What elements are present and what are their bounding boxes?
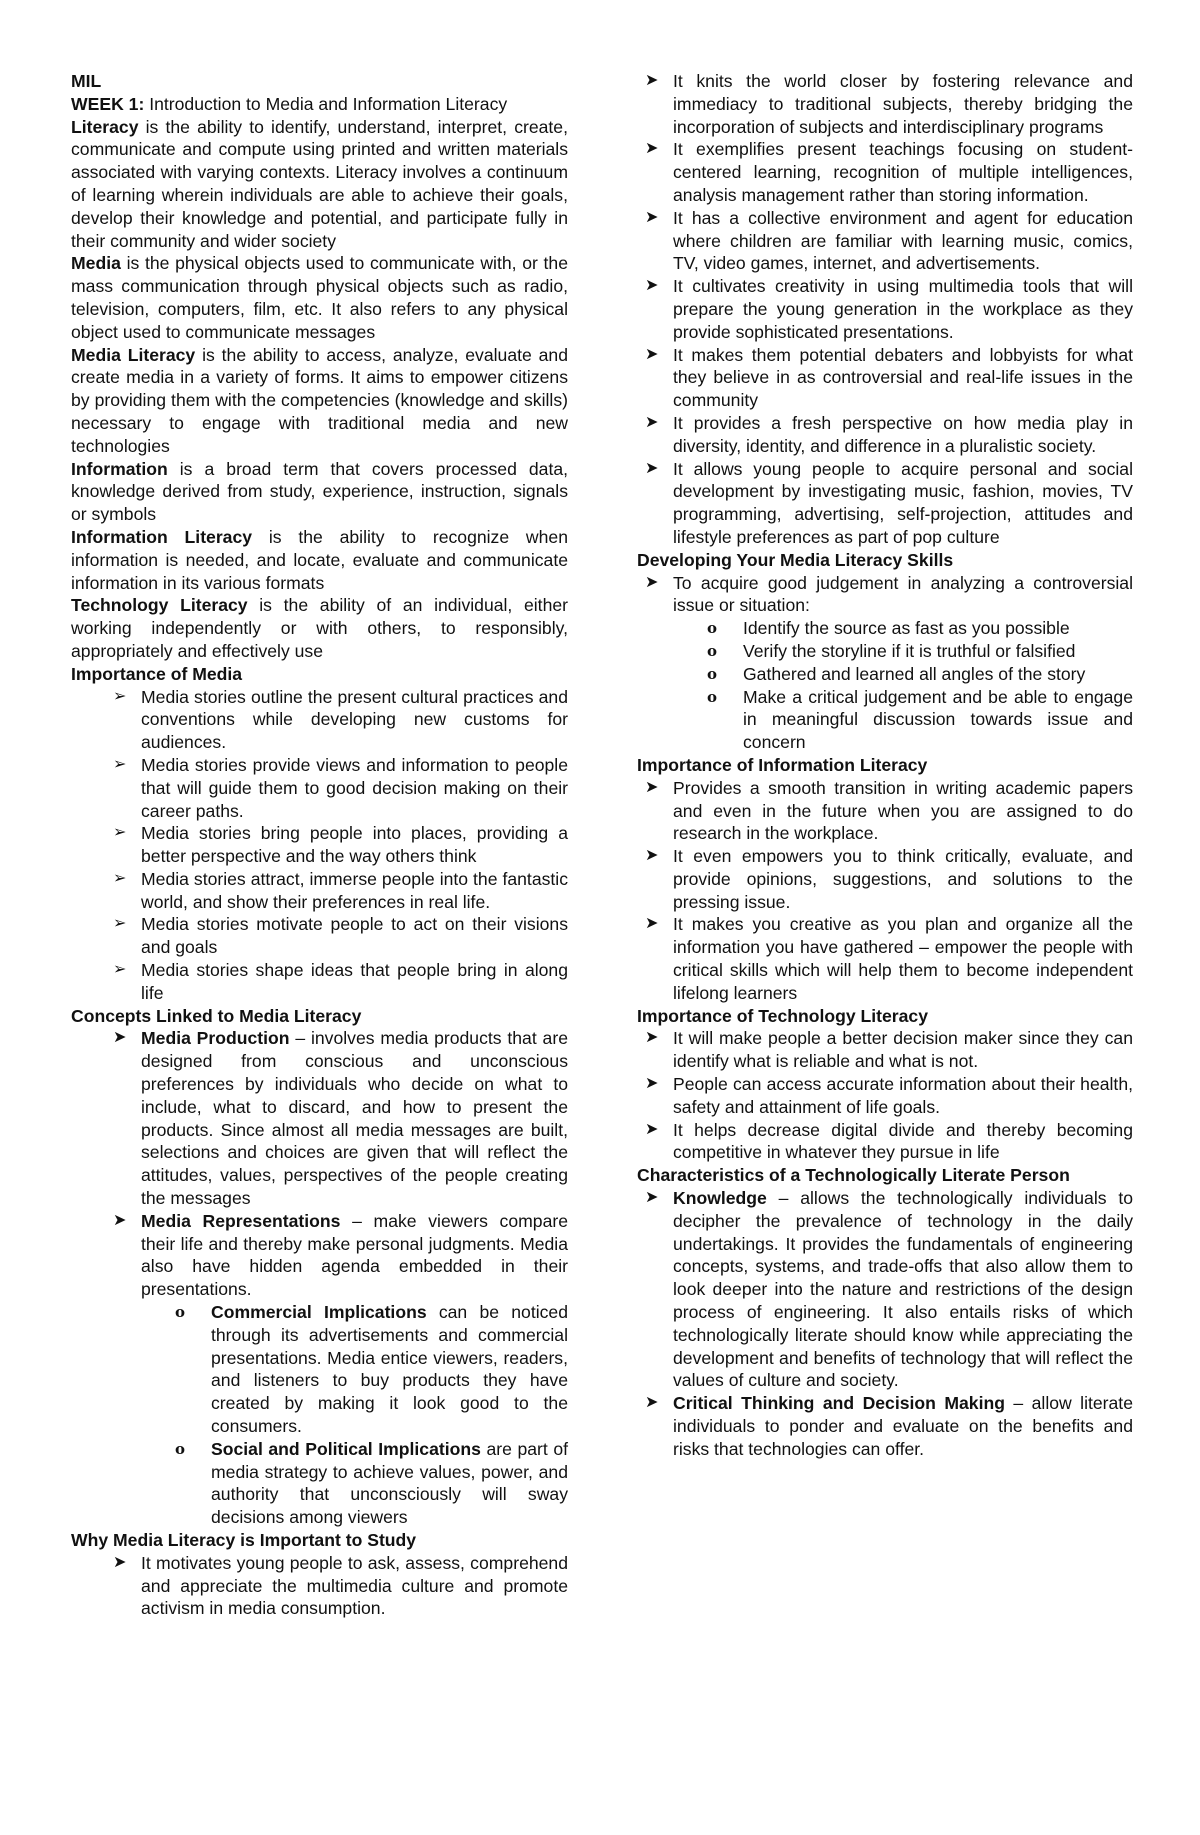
definition-technology-literacy: Technology Literacy is the ability of an individual, either working independently or with others, to responsibly, appropriately and effectively use: [71, 595, 569, 661]
list-item: ➤ It knits the world closer by fostering relevance and immediacy to traditional subjects, thereby bridging the incorporation of subjects and interdisciplinary programs: [673, 70, 1133, 138]
definition-information: Information is a broad term that covers processed data, knowledge derived from study, experience, instruction, signals or symbols: [71, 458, 568, 525]
list-item: ➤ It has a collective environment and agent for education where children are familiar with learning music, comics, TV, video games, internet, and advertisements.: [673, 207, 1133, 275]
list-item: ➤ It helps decrease digital divide and thereby becoming competitive in whatever they pursue in life: [673, 1119, 1133, 1165]
list-item: ➤ It will make people a better decision maker since they can identify what is reliable and what is not.: [673, 1027, 1133, 1073]
sub-item-commercial: o Commercial Implications can be noticed through its advertisements and commercial presentations. Media entice viewers, readers, and listeners to buy products they have created by making it look good to the consumers.: [211, 1301, 568, 1438]
information-literacy-list: [673, 777, 1133, 1005]
sub-item: o Verify the storyline if it is truthful or falsified: [743, 640, 1133, 663]
definition-literacy: Literacy is the ability to identify, understand, interpret, create, communicate and compute using printed and written materials associated with varying contexts. Literacy involves a continuum of learning wherein individuals are able to achieve their goals, develop their knowledge and potential, and participate fully in their community and wider society: [71, 116, 568, 251]
list-item-media-production: ➤ Media Production – involves media products that are designed from conscious and unconscious preferences by individuals who decide on what to include, what to discard, and how to present the products. Since almost all media messages are built, selections and choices are given that will reflect the attitudes, values, perspectives of the people creating the messages: [141, 1027, 568, 1209]
week-heading: WEEK 1: Introduction to Media and Information Literacy: [71, 93, 508, 114]
left-column: [71, 70, 568, 1620]
implications-list: [211, 1301, 568, 1529]
section-heading-why-study: Why Media Literacy is Important to Study: [71, 1530, 417, 1550]
list-item: ➤ People can access accurate information about their health, safety and attainment of life goals.: [673, 1073, 1133, 1119]
section-heading-developing-skills: Developing Your Media Literacy Skills: [637, 549, 954, 570]
why-study-list-continued: [673, 70, 1133, 549]
list-item: ➤ It provides a fresh perspective on how media play in diversity, identity, and difference in a pluralistic society.: [673, 412, 1133, 458]
sub-item-social-political: o Social and Political Implications are part of media strategy to achieve values, power, and authority that unconsciously will sway decisions among viewers: [211, 1438, 568, 1529]
definition-media: Media is the physical objects used to communicate with, or the mass communication through physical objects such as radio, television, computers, film, etc. It also refers to any physical object used to communicate messages: [71, 253, 568, 342]
list-item-knowledge: ➤ Knowledge – allows the technologically individuals to decipher the prevalence of technology in the daily undertakings. It provides the fundamentals of engineering concepts, systems, and trade-offs that also allow them to look deeper into the nature and restrictions of the design process of engineering. It also entails risks of which technologically literate should know while appreciating the development and benefits of technology that will reflect the values of culture and society.: [673, 1187, 1133, 1392]
importance-of-media-list: [141, 686, 568, 1005]
section-heading-characteristics: Characteristics of a Technologically Literate Person: [637, 1165, 1070, 1186]
list-item: ➢ Media stories bring people into places, providing a better perspective and the way others think: [141, 822, 568, 868]
list-item: ➤ It cultivates creativity in using multimedia tools that will prepare the young generation in the workplace as they provide sophisticated presentations.: [673, 275, 1133, 343]
concepts-list: [141, 1027, 568, 1529]
technology-literacy-list: [673, 1027, 1133, 1164]
list-item: ➢ Media stories outline the present cultural practices and conventions while developing new customs for audiences.: [141, 686, 568, 754]
definition-media-literacy: Media Literacy is the ability to access, analyze, evaluate and create media in a variety of forms. It aims to empower citizens by providing them with the competencies (knowledge and skills) necessary to engage with traditional media and new technologies: [71, 344, 568, 456]
sub-item: o Make a critical judgement and be able to engage in meaningful discussion towards issue and concern: [743, 686, 1133, 754]
characteristics-list: [673, 1187, 1133, 1461]
section-heading-information-literacy: Importance of Information Literacy: [637, 754, 928, 775]
sub-item: o Identify the source as fast as you possible: [743, 617, 1133, 640]
list-item: ➤ It even empowers you to think critically, evaluate, and provide opinions, suggestions, and solutions to the pressing issue.: [673, 845, 1133, 913]
definition-information-literacy: Information Literacy is the ability to recognize when information is needed, and locate, evaluate and communicate information in its various formats: [71, 526, 568, 593]
developing-skills-list: [673, 572, 1133, 754]
sub-item: o Gathered and learned all angles of the story: [743, 663, 1133, 686]
list-item: ➤ It makes you creative as you plan and organize all the information you have gathered – empower the people with critical skills which will help them to become independent lifelong learners: [673, 913, 1133, 1004]
list-item: ➤ Provides a smooth transition in writing academic papers and even in the future when you are assigned to do research in the workplace.: [673, 777, 1133, 845]
why-study-list-start: [141, 1552, 568, 1620]
list-item: ➤ It exemplifies present teachings focusing on student-centered learning, recognition of multiple intelligences, analysis management rather than storing information.: [673, 138, 1133, 206]
list-item: ➤ To acquire good judgement in analyzing a controversial issue or situation: o Identify the source as fast as you possible o Verify the storyline if it is truthful or falsified o Gathered and learned all angles of the story o Make a critical judgement and be able to engage in meaningful discussion towards issue and concern: [673, 572, 1133, 754]
list-item: ➢ Media stories shape ideas that people bring in along life: [141, 959, 568, 1005]
section-heading-concepts: Concepts Linked to Media Literacy: [71, 1005, 362, 1026]
list-item: ➢ Media stories provide views and information to people that will guide them to good decision making on their career paths.: [141, 754, 568, 822]
list-item: ➤ It makes them potential debaters and lobbyists for what they believe in as controversial and real-life issues in the community: [673, 344, 1133, 412]
list-item-media-representations: ➤ Media Representations – make viewers compare their life and thereby make personal judgments. Media also have hidden agenda embedded in their presentations. o Commercial Implications can be noticed through its advertisements and commercial presentations. Media entice viewers, readers, and listeners to buy products they have created by making it look good to the consumers. o Social and Political Implications are part of media strategy to achieve values, power, and authority that unconsciously will sway decisions among viewers: [141, 1210, 568, 1529]
list-item: ➤ It allows young people to acquire personal and social development by investigating music, fashion, movies, TV programming, advertising, self-projection, attitudes and lifestyle preferences as part of pop culture: [673, 458, 1133, 549]
section-heading-technology-literacy: Importance of Technology Literacy: [637, 1005, 929, 1026]
section-heading-importance-of-media: Importance of Media: [71, 663, 243, 684]
list-item: ➢ Media stories motivate people to act on their visions and goals: [141, 913, 568, 959]
list-item: ➢ Media stories attract, immerse people into the fantastic world, and show their preferences in real life.: [141, 868, 568, 914]
developing-sub-list: [743, 617, 1133, 754]
list-item-critical-thinking: ➤ Critical Thinking and Decision Making – allow literate individuals to ponder and evaluate on the benefits and risks that technologies can offer.: [673, 1392, 1133, 1460]
document-title: MIL: [71, 71, 102, 91]
list-item: ➤ It motivates young people to ask, assess, comprehend and appreciate the multimedia culture and promote activism in media consumption.: [141, 1552, 568, 1620]
right-column: [637, 70, 1133, 1461]
